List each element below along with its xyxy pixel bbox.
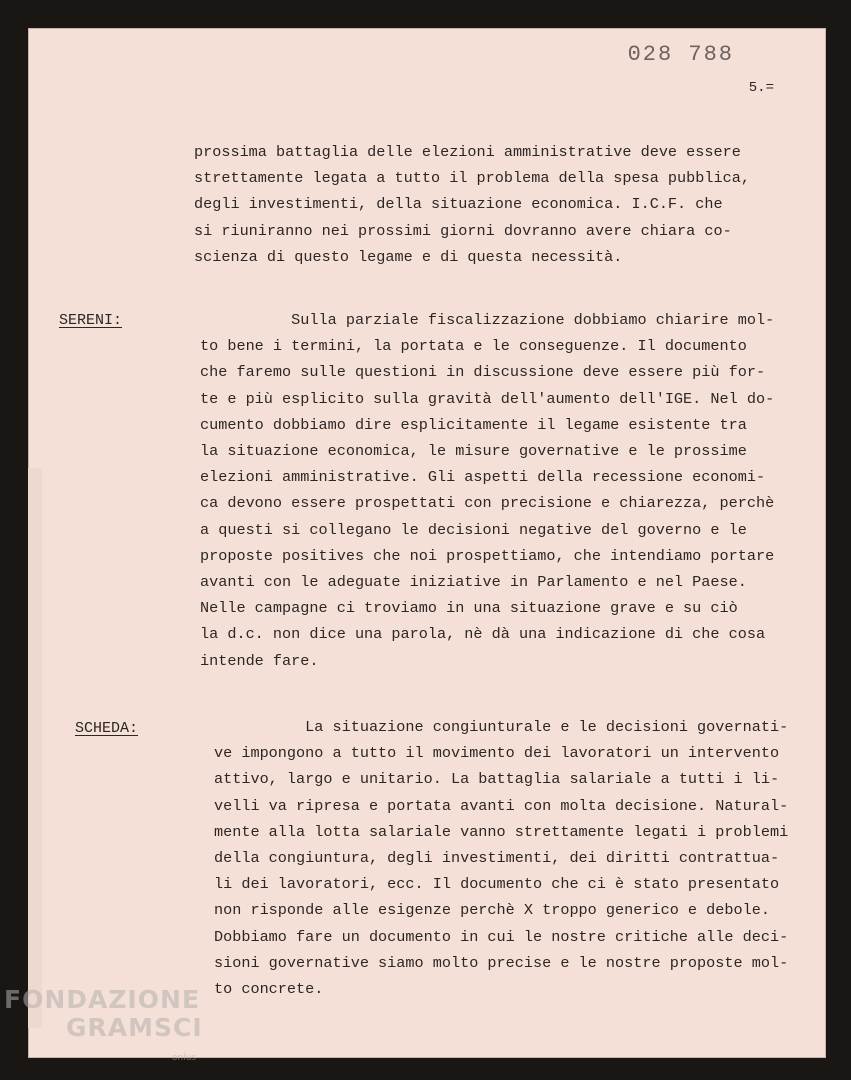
text-line: Dobbiamo fare un documento in cui le nostre critiche alle deci- bbox=[214, 927, 789, 946]
text-line: velli va ripresa e portata avanti con molta decisione. Natural- bbox=[214, 796, 789, 815]
watermark-line2: GRAMSCI bbox=[66, 1013, 203, 1042]
watermark-line1: FONDAZIONE bbox=[4, 985, 201, 1014]
document-page bbox=[28, 28, 826, 1058]
text-line: intende fare. bbox=[200, 651, 319, 670]
text-line: avanti con le adeguate iniziative in Parlamento e nel Paese. bbox=[200, 573, 747, 592]
text-line: to bene i termini, la portata e le conseguenze. Il documento bbox=[200, 337, 747, 356]
text-line: proposte positives che noi prospettiamo, che intendiamo portare bbox=[200, 546, 775, 565]
text-line: ca devono essere prospettati con precisione e chiarezza, perchè bbox=[200, 494, 775, 513]
archive-stamp-number: 028 788 bbox=[627, 42, 734, 67]
text-line: Nelle campagne ci troviamo in una situazione grave e su ciò bbox=[200, 599, 738, 618]
text-line: Sulla parziale fiscalizzazione dobbiamo chiarire mol- bbox=[200, 311, 775, 329]
text-line: che faremo sulle questioni in discussione deve essere più for- bbox=[200, 363, 766, 382]
speaker-label-scheda: SCHEDA: bbox=[75, 720, 139, 737]
text-line: cumento dobbiamo dire esplicitamente il legame esistente tra bbox=[200, 415, 747, 434]
text-line: prossima battaglia delle elezioni amministrative deve essere bbox=[194, 143, 741, 161]
text-line: sioni governative siamo molto precise e le nostre proposte mol- bbox=[214, 953, 789, 972]
intro-paragraph bbox=[194, 139, 750, 270]
watermark-tag: onlus bbox=[172, 1053, 197, 1063]
text-line: ve impongono a tutto il movimento dei lavoratori un intervento bbox=[214, 744, 780, 763]
sereni-paragraph bbox=[200, 307, 774, 674]
text-line: mente alla lotta salariale vanno strettamente legati i problemi bbox=[214, 822, 789, 841]
text-line: attivo, largo e unitario. La battaglia salariale a tutti i li- bbox=[214, 770, 780, 789]
text-line: a questi si collegano le decisioni negative del governo e le bbox=[200, 520, 747, 539]
text-line: la d.c. non dice una parola, nè dà una indicazione di che cosa bbox=[200, 625, 766, 644]
text-line: si riuniranno nei prossimi giorni dovranno avere chiara co- bbox=[194, 221, 732, 240]
page-number: 5.= bbox=[748, 80, 774, 96]
text-line: della congiuntura, degli investimenti, dei diritti contrattua- bbox=[214, 849, 780, 868]
speaker-label-sereni: SERENI: bbox=[59, 312, 123, 329]
text-line: degli investimenti, della situazione economica. I.C.F. che bbox=[194, 195, 723, 214]
scheda-paragraph bbox=[214, 714, 788, 1002]
text-line: strettamente legata a tutto il problema della spesa pubblica, bbox=[194, 169, 750, 188]
text-line: la situazione economica, le misure governative e le prossime bbox=[200, 442, 747, 461]
watermark-logo bbox=[4, 985, 203, 1063]
text-line: La situazione congiunturale e le decisioni governati- bbox=[214, 718, 789, 736]
text-line: elezioni amministrative. Gli aspetti della recessione economi- bbox=[200, 468, 766, 487]
text-line: scienza di questo legame e di questa necessità. bbox=[194, 247, 623, 266]
text-line: non risponde alle esigenze perchè X troppo generico e debole. bbox=[214, 901, 770, 920]
text-line: te e più esplicito sulla gravità dell'aumento dell'IGE. Nel do- bbox=[200, 389, 775, 408]
text-line: to concrete. bbox=[214, 980, 324, 999]
text-line: li dei lavoratori, ecc. Il documento che ci è stato presentato bbox=[214, 875, 780, 894]
paper-edge bbox=[28, 468, 42, 1028]
